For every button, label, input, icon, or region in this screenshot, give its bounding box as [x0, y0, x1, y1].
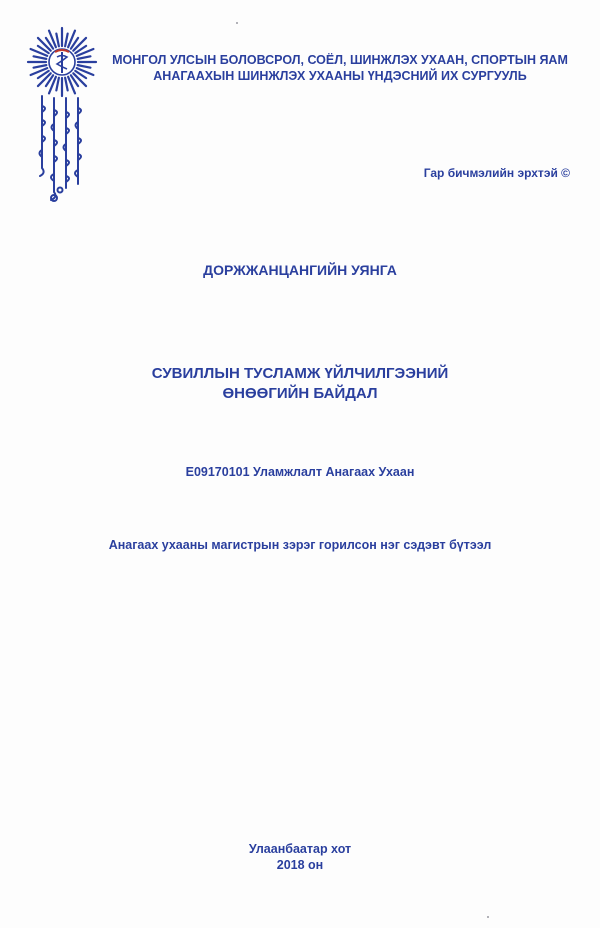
mongolian-script-mark: [30, 92, 102, 202]
emblem-ray: [65, 34, 68, 47]
emblem-ray: [65, 78, 68, 91]
emblem-ray: [34, 56, 47, 59]
emblem-ray: [78, 56, 91, 59]
city-label: Улаанбаатар хот: [248, 842, 352, 856]
thesis-title-line-2: ӨНӨӨГИЙН БАЙДАЛ: [222, 385, 378, 402]
place-and-year: [0, 841, 600, 873]
copyright-notice: Гар бичмэлийн эрхтэй ©: [423, 166, 570, 180]
university-emblem-icon: [26, 26, 98, 98]
emblem-ray: [56, 34, 59, 47]
emblem-ray: [38, 73, 51, 86]
emblem-ray: [56, 78, 59, 91]
thesis-title-line-1: СУВИЛЛЫН ТУСЛАМЖ ҮЙЛЧИЛГЭЭНИЙ: [151, 365, 449, 382]
scan-speck: [236, 22, 238, 24]
emblem-ray: [38, 38, 51, 51]
emblem-ray: [73, 38, 86, 51]
header-university-line: АНАГААХЫН ШИНЖЛЭХ УХААНЫ ҮНДЭСНИЙ ИХ СУРГУУЛЬ: [153, 69, 527, 83]
emblem-ray: [34, 65, 47, 68]
emblem-ray: [78, 65, 91, 68]
ministry-header: [100, 52, 580, 84]
author-name: ДОРЖЖАНЦАНГИЙН УЯНГА: [203, 262, 397, 278]
program-code: E09170101 Уламжлалт Анагаах Ухаан: [185, 465, 415, 479]
header-ministry-line: МОНГОЛ УЛСЫН БОЛОВСРОЛ, СОЁЛ, ШИНЖЛЭХ УХААН, СПОРТЫН ЯАМ: [112, 53, 568, 67]
thesis-title: [0, 364, 600, 404]
emblem-ray: [73, 73, 86, 86]
degree-statement: Анагаах ухааны магистрын зэрэг горилсон нэг сэдэвт бүтээл: [108, 538, 492, 552]
scan-speck: [487, 916, 489, 918]
year-label: 2018 он: [276, 858, 324, 872]
